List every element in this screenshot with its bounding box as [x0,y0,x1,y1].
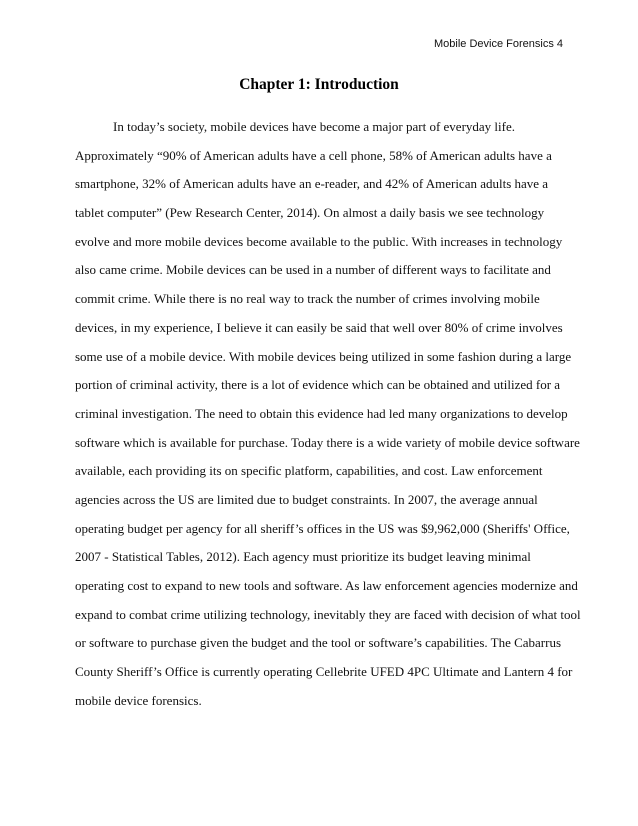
paragraph-line: available, each providing its on specific platform, capabilities, and cost. Law enforcement [75,463,543,479]
paragraph-line: software which is available for purchase. Today there is a wide variety of mobile device software [75,434,580,450]
paragraph-line: portion of criminal activity, there is a lot of evidence which can be obtained and utilized for a [75,377,561,393]
paragraph-line: some use of a mobile device. With mobile devices being utilized in some fashion during a large [75,348,572,364]
paragraph-line: mobile device forensics. [75,692,202,708]
paragraph-line: evolve and more mobile devices become available to the public. With increases in technology [75,233,563,249]
paragraph-line: devices, in my experience, I believe it can easily be said that well over 80% of crime involves [75,319,563,335]
body-paragraph [75,118,581,720]
paragraph-line: criminal investigation. The need to obtain this evidence had led many organizations to develop [75,405,568,421]
paragraph-line: commit crime. While there is no real way to track the number of crimes involving mobile [75,291,540,307]
paragraph-line: also came crime. Mobile devices can be used in a number of different ways to facilitate and [75,262,551,278]
chapter-title: Chapter 1: Introduction [239,76,399,93]
paragraph-line: operating cost to expand to new tools and software. As law enforcement agencies modernize and [75,578,578,593]
paragraph-line: County Sheriff’s Office is currently operating Cellebrite UFED 4PC Ultimate and Lantern 4 for [75,664,573,680]
paragraph-line: expand to combat crime utilizing technology, inevitably they are faced with decision of what tool [75,606,581,622]
paragraph-line: In today’s society, mobile devices have become a major part of everyday life. [113,119,516,134]
paragraph-line: smartphone, 32% of American adults have an e-reader, and 42% of American adults have a [75,176,549,192]
paragraph-line: operating budget per agency for all sheriff’s offices in the US was $9,962,000 (Sheriffs' Office, [75,520,570,536]
paragraph-line: Approximately “90% of American adults have a cell phone, 58% of American adults have a [75,147,552,163]
running-head: Mobile Device Forensics 4 [434,38,563,50]
paragraph-line: 2007 - Statistical Tables, 2012). Each agency must prioritize its budget leaving minimal [75,549,531,565]
paragraph-line: agencies across the US are limited due to budget constraints. In 2007, the average annual [75,491,538,507]
paragraph-line: or software to purchase given the budget and the tool or software’s capabilities. The Cabarrus [75,635,562,651]
paragraph-line: tablet computer” (Pew Research Center, 2014). On almost a daily basis we see technology [75,205,545,221]
